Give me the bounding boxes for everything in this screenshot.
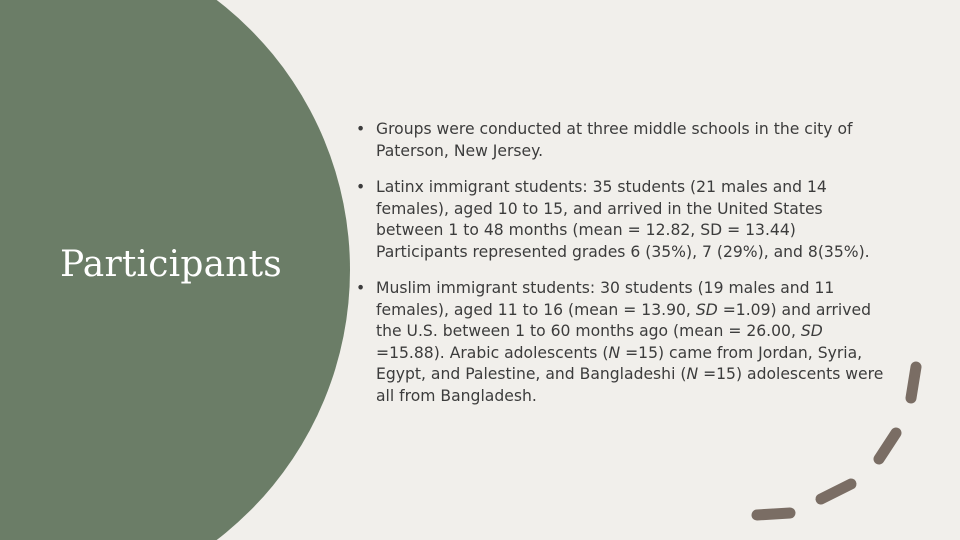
bullet-item — [356, 177, 884, 263]
bullet-icon: • — [356, 279, 366, 297]
bullet-item — [356, 119, 884, 162]
text-run: =15.88). Arabic adolescents ( — [376, 343, 609, 362]
dash-segment — [879, 433, 896, 459]
dash-segment — [757, 513, 790, 515]
bullet-icon: • — [356, 178, 366, 196]
bullet-icon: • — [356, 120, 366, 138]
text-run: Muslim immigrant students: 30 students (19 males and 11 females), aged 11 to 16 (mean = 13.90, — [376, 279, 835, 319]
italic-sd-label: SD — [800, 322, 823, 340]
text-run: =15) adolescents were all from Bangladesh. — [376, 365, 884, 405]
italic-sd-label: SD — [695, 300, 718, 319]
dash-segment — [911, 367, 916, 398]
italic-n-label: N — [608, 343, 621, 362]
dash-segment — [821, 484, 851, 499]
bullet-list — [356, 119, 884, 422]
slide-title: Participants — [60, 244, 282, 285]
italic-n-label: N — [686, 365, 699, 383]
bullet-item — [356, 278, 884, 407]
bullet-text: Latinx immigrant students: 35 students (21 males and 14 females), aged 10 to 15, and arrived in the United States between 1 to 48 months (mean = 12.82, SD = 13.44) Participants represented grades 6 (35%), 7 (29%), and 8(35%). — [376, 178, 870, 261]
text-run: =15) came from Jordan, Syria, Egypt, and Palestine, and Bangladeshi ( — [376, 343, 863, 383]
bullet-text: Groups were conducted at three middle schools in the city of Paterson, New Jersey. — [376, 120, 853, 160]
bullet-text — [376, 278, 884, 407]
text-run: =1.09) and arrived the U.S. between 1 to 60 months ago (mean = 26.00, — [376, 300, 871, 340]
